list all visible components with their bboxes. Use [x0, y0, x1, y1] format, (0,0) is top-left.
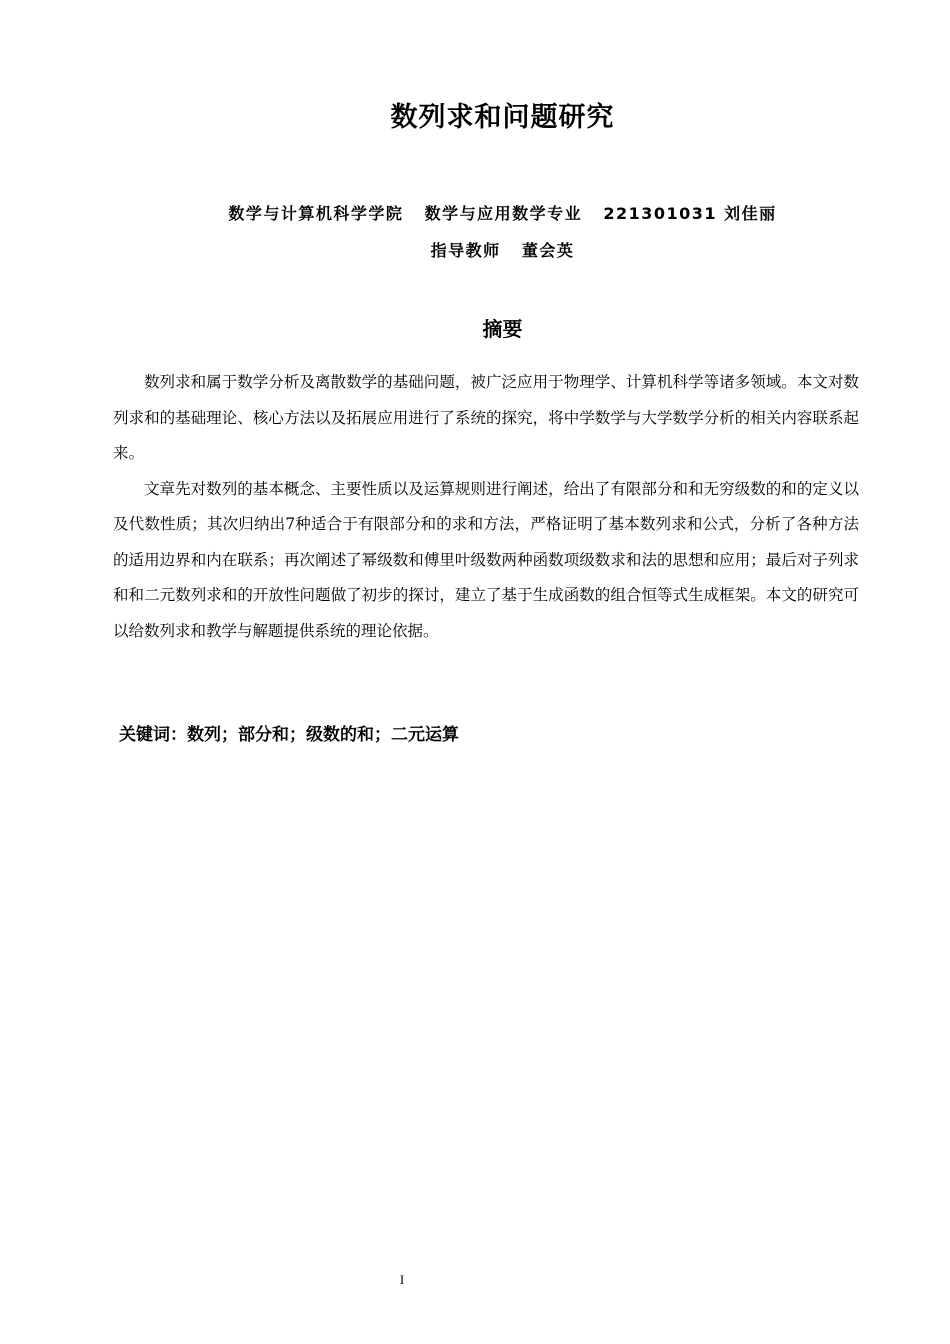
school-name: 数学与计算机科学学院 [228, 204, 404, 223]
author-name: 刘佳丽 [724, 204, 777, 223]
abstract-paragraph: 文章先对数列的基本概念、主要性质以及运算规则进行阐述，给出了有限部分和和无穷级数的和的定义以及代数性质；其次归纳出7种适合于有限部分和的求和方法，严格证明了基本数列求和公式，分析了各种方法的适用边界和内在联系；再次阐述了幂级数和傅里叶级数两种函数项级数求和法的思想和应用；最后对子列求和和二元数列求和的开放性问题做了初步的探讨，建立了基于生成函数的组合恒等式生成框架。本文的研究可以给数列求和教学与解题提供系统的理论依据。 [113, 479, 859, 640]
author-line [0, 202, 950, 226]
student-id: 221301031 [603, 204, 718, 223]
page-number: I [399, 1272, 405, 1287]
keywords-line: 关键词：数列；部分和；级数的和；二元运算 [119, 725, 459, 745]
advisor-line: 指导教师 董会英 [430, 241, 575, 260]
major-name: 数学与应用数学专业 [424, 204, 583, 223]
abstract-heading: 摘要 [482, 317, 523, 341]
abstract-paragraph: 数列求和属于数学分析及离散数学的基础问题，被广泛应用于物理学、计算机科学等诸多领域。本文对数列求和的基础理论、核心方法以及拓展应用进行了系统的探究，将中学数学与大学数学分析的相关内容联系起来。 [113, 373, 859, 462]
abstract-body [113, 365, 859, 649]
paper-title: 数列求和问题研究 [390, 102, 615, 133]
